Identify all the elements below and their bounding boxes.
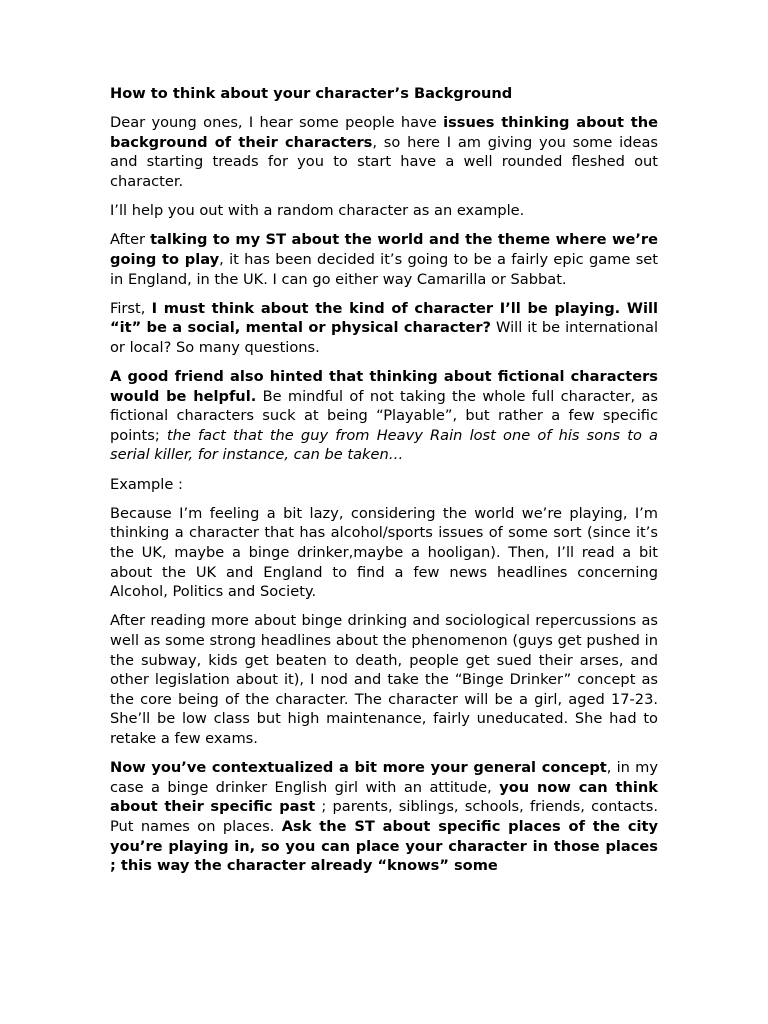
setting-text-end: , it has been decided it’s going to be a fairly epic game set in England, in the UK. I can go either way Camarilla or Sabbat. <box>110 250 658 288</box>
character-kind-bold-text: I must think about the kind of character I’ll be playing. Will “it” be a social, mental or physical character? <box>110 299 659 337</box>
setting-paragraph <box>110 230 658 289</box>
intro-paragraph <box>110 113 658 191</box>
example-paragraph-1: Because I’m feeling a bit lazy, considering the world we’re playing, I’m thinking a character that has alcohol/sports issues of some sort (since it’s the UK, maybe a binge drinker,maybe a hooligan). Then, I’ll read a bit about the UK and England to find a few news headlines concerning Alcohol, Politics and Society. <box>110 504 658 601</box>
setting-bold-text: talking to my ST about the world and the theme where we’re going to play <box>110 231 659 268</box>
past-bold-text-3: Ask the ST about specific places of the city you’re playing in, so you can place your character in those places ; this way the character already “knows” some <box>110 817 658 875</box>
past-bold-text-2: you now can think about their specific past <box>110 778 659 816</box>
example-label: Example : <box>110 475 183 493</box>
past-text-2: ; parents, siblings, schools, friends, contacts. Put names on places. <box>110 798 658 835</box>
past-bold-text-1: Now you’ve contextualized a bit more your general concept <box>110 759 607 777</box>
example-paragraph-2: After reading more about binge drinking and sociological repercussions as well as some strong headlines about the phenomenon (guys get pushed in the subway, kids get beaten to death, people get sued their arses, and other legislation about it), I nod and take the “Binge Drinker” concept as the core being of the character. The character will be a girl, aged 17-23. She’ll be low class but high maintenance, fairly uneducated. She had to retake a few exams. <box>110 612 658 747</box>
intro-text: Dear young ones, I hear some people have <box>110 114 444 132</box>
document-title: How to think about your character’s Background <box>110 85 513 102</box>
character-kind-paragraph <box>110 299 658 358</box>
fictional-text: Be mindful of not taking the whole full character, as fictional characters suck at being “Playable”, but rather a few specific points; <box>110 387 659 444</box>
fictional-bold-text: A good friend also hinted that thinking about fictional characters would be helpful. <box>110 368 658 405</box>
example-intro-paragraph: I’ll help you out with a random character as an example. <box>110 202 525 220</box>
past-text-1: , in my case a binge drinker English girl with an attitude, <box>110 759 659 796</box>
character-kind-text-end: Will it be international or local? So many questions. <box>110 319 658 356</box>
document-page <box>110 84 658 885</box>
specific-past-paragraph <box>110 758 658 876</box>
intro-text-end: , so here I am giving you some ideas and starting treads for you to start have a well rounded fleshed out character. <box>110 133 658 190</box>
fictional-characters-paragraph <box>110 367 658 465</box>
character-kind-text: First, <box>110 299 152 317</box>
intro-bold-text: issues thinking about the background of their characters <box>110 114 658 151</box>
fictional-italic-text: the fact that the guy from Heavy Rain lost one of his sons to a serial killer, for instance, can be taken… <box>110 426 658 464</box>
setting-text: After <box>110 231 151 249</box>
